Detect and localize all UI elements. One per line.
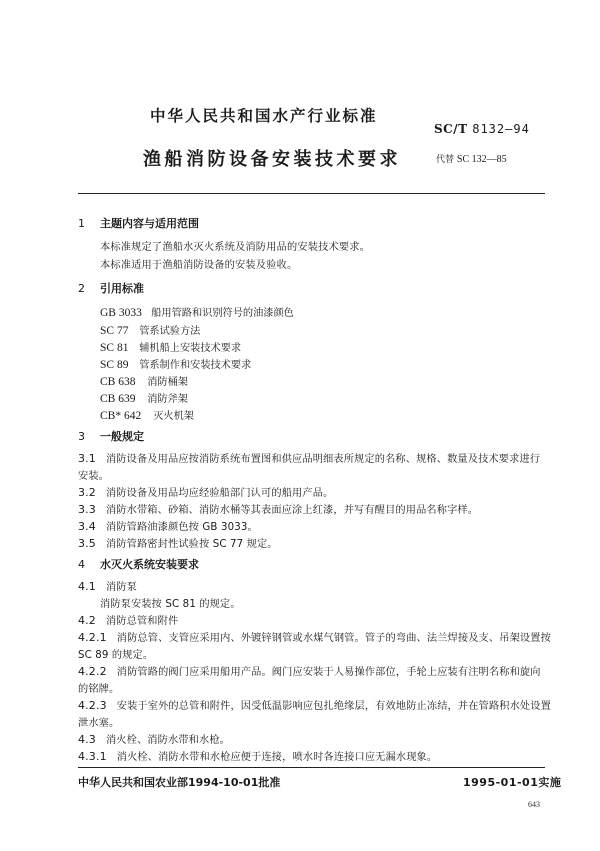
reference-item: [100, 373, 188, 388]
replaces-label: 代替: [436, 155, 455, 165]
reference-item: [100, 407, 194, 422]
standard-prefix: SC/T: [434, 122, 468, 136]
reference-title: 消防桶架: [147, 377, 188, 388]
clause-3-5: [78, 535, 278, 550]
clause-4-2-3: [78, 697, 551, 712]
clause-number: 4.3: [78, 733, 96, 746]
clause-number: 3.5: [78, 537, 96, 550]
replaces-note: [436, 152, 507, 165]
clause-4-2: [78, 612, 178, 627]
clause-3-3: [78, 501, 478, 516]
reference-title: 灭火机架: [153, 411, 194, 422]
clause-3-4: [78, 518, 258, 533]
reference-item: [100, 356, 251, 371]
clause-text: 消火栓、消防水带和水枪应便于连接，喷水时各连接口应无漏水现象。: [116, 752, 438, 763]
document-title: 渔船消防设备安装技术要求: [143, 149, 401, 170]
section-1-heading: [78, 215, 199, 231]
clause-text: 消防管路密封性试验按 SC 77 规定。: [105, 539, 278, 550]
section-title: 水灭火系统安装要求: [100, 558, 199, 571]
clause-text: 消防设备及用品均应经验船部门认可的船用产品。: [105, 488, 334, 499]
clause-number: 3.2: [78, 486, 96, 499]
reference-code: CB 638: [100, 376, 136, 388]
clause-number: 4.1: [78, 580, 96, 593]
clause-4-2-1-cont: SC 89 的规定。: [78, 650, 154, 661]
clause-3-1: [78, 450, 540, 465]
issuing-organization: 中华人民共和国水产行业标准: [150, 107, 378, 125]
clause-4-3-1: [78, 748, 437, 763]
reference-code: SC 89: [100, 359, 129, 371]
clause-text: 消火栓、消防水带和水枪。: [105, 735, 231, 746]
clause-text: 消防泵: [105, 582, 137, 593]
standard-number: [434, 122, 530, 136]
clause-4-2-2-cont: 的铭牌。: [78, 684, 120, 695]
section-title: 引用标准: [100, 282, 144, 295]
clause-text: 消防总管、支管应采用内、外镀锌钢管或水煤气钢管。管子的弯曲、法兰焊接及支、吊架设置按: [116, 633, 551, 644]
reference-title: 辅机船上安装技术要求: [139, 343, 242, 354]
clause-4-1-body: 消防泵安装按 SC 81 的规定。: [100, 599, 241, 610]
clause-4-2-1: [78, 629, 551, 644]
clause-4-1: [78, 578, 137, 593]
clause-number: 4.2.1: [78, 631, 107, 644]
reference-title: 消防斧架: [147, 394, 188, 405]
section-number: 1: [78, 217, 85, 230]
reference-code: SC 77: [100, 325, 129, 337]
clause-text: 消防水带箱、砂箱、消防水桶等其表面应涂上红漆，并写有醒目的用品名称字样。: [105, 505, 479, 516]
reference-title: 管系制作和安装技术要求: [139, 360, 252, 371]
header-divider: [78, 193, 545, 194]
clause-3-2: [78, 484, 333, 499]
clause-number: 4.2: [78, 614, 96, 627]
reference-item: [100, 339, 241, 354]
page-number: 643: [528, 800, 540, 809]
clause-text: 消防管路油漆颜色按 GB 3033。: [105, 522, 258, 533]
approval-note: 中华人民共和国农业部1994-10-01批准: [78, 776, 281, 789]
reference-item: [100, 304, 294, 319]
standard-code: 8132—94: [472, 122, 530, 136]
footer-divider: [78, 767, 545, 768]
section-2-heading: [78, 280, 144, 296]
reference-item: [100, 322, 200, 337]
clause-3-1-cont: 安装。: [78, 471, 110, 482]
section-number: 2: [78, 282, 85, 295]
section-title: 主题内容与适用范围: [100, 217, 199, 230]
replaces-number: SC 132—85: [456, 154, 507, 165]
section-number: 3: [78, 430, 85, 443]
paragraph: 本标准规定了渔船水灭火系统及消防用品的安装技术要求。: [100, 242, 371, 253]
section-4-heading: [78, 556, 199, 572]
paragraph: 本标准适用于渔船消防设备的安装及验收。: [100, 260, 298, 271]
clause-number: 3.4: [78, 520, 96, 533]
clause-number: 4.2.3: [78, 699, 107, 712]
reference-code: GB 3033: [100, 307, 142, 319]
reference-code: CB 639: [100, 393, 136, 405]
clause-number: 3.1: [78, 452, 96, 465]
effective-date: 1995-01-01实施: [463, 776, 562, 789]
clause-text: 安装于室外的总管和附件，因受低温影响应包扎绝缘层，有效地防止冻结，并在管路积水处设置: [116, 701, 551, 712]
clause-4-2-3-cont: 泄水塞。: [78, 718, 120, 729]
clause-text: 消防管路的阀门应采用船用产品。阀门应安装于人易操作部位，手轮上应装有注明名称和旋向: [116, 667, 541, 678]
clause-number: 3.3: [78, 503, 96, 516]
clause-number: 4.3.1: [78, 750, 107, 763]
reference-title: 船用管路和识别符号的油漆颜色: [151, 308, 294, 319]
reference-code: CB* 642: [100, 410, 142, 422]
clause-text: 消防总管和附件: [105, 616, 179, 627]
clause-text: 消防设备及用品应按消防系统布置图和供应品明细表所规定的名称、规格、数量及技术要求进行: [105, 454, 541, 465]
clause-4-2-2: [78, 663, 541, 678]
clause-number: 4.2.2: [78, 665, 107, 678]
clause-4-3: [78, 731, 230, 746]
reference-title: 管系试验方法: [139, 326, 201, 337]
section-3-heading: [78, 428, 144, 444]
reference-item: [100, 390, 188, 405]
reference-code: SC 81: [100, 342, 129, 354]
section-number: 4: [78, 558, 85, 571]
section-title: 一般规定: [100, 430, 144, 443]
